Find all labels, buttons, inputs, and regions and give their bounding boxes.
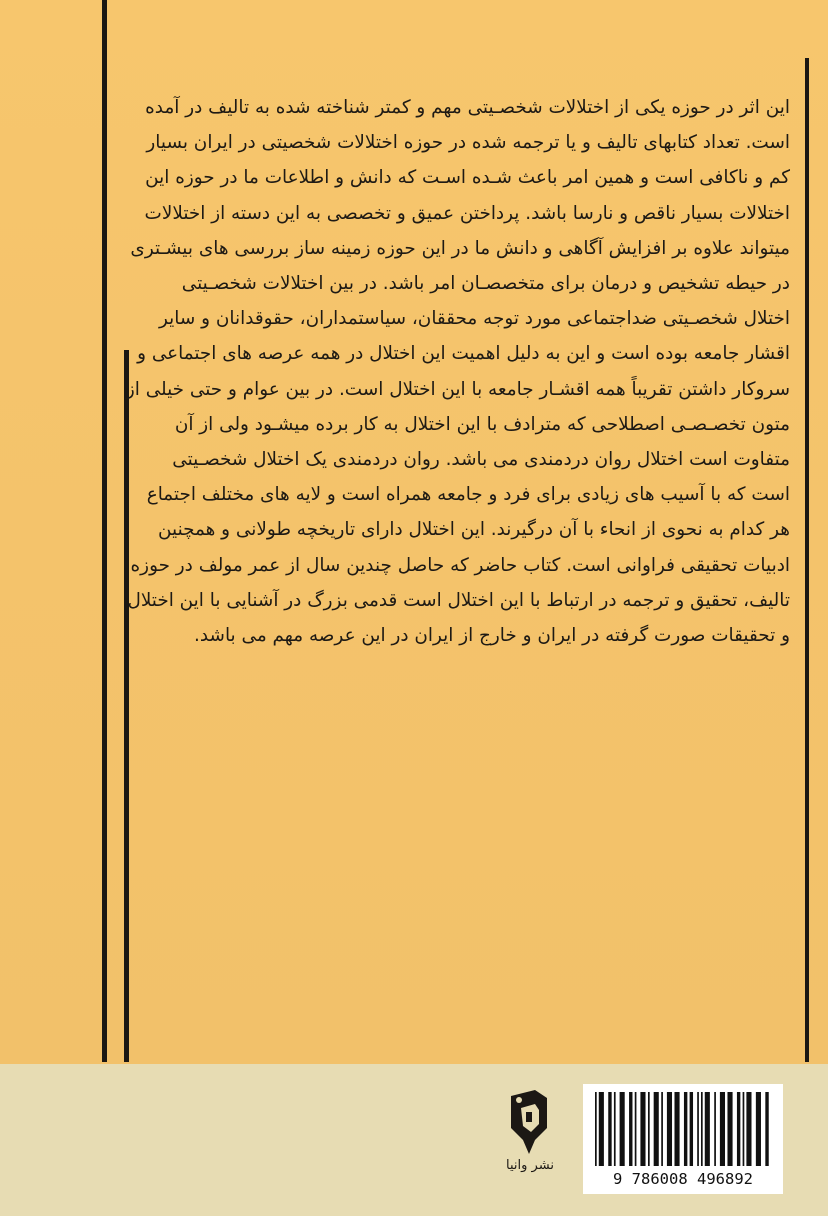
decorative-vertical-line-left-inner xyxy=(124,350,129,1062)
barcode-bar xyxy=(629,1092,632,1168)
book-description xyxy=(125,90,790,653)
description-line: تالیف، تحقیق و ترجمه در ارتباط با این اختلال است قدمی بزرگ در آشنایی با این اختلال xyxy=(127,589,790,611)
barcode-bar xyxy=(599,1092,604,1168)
description-line: سروکار داشتن تقریباً همه اقشـار جامعه با این اختلال است. در بین عوام و حتی خیلی از xyxy=(125,378,790,400)
barcode-bar xyxy=(667,1092,672,1168)
decorative-vertical-line-left xyxy=(102,0,107,1062)
description-line: میتواند علاوه بر افزایش آگاهی و دانش ما در این حوزه زمینه ساز بررسی های بیشـتری xyxy=(130,237,790,259)
description-line: هر کدام به نحوی از انحاء با آن درگیرند. این اختلال دارای تاریخچه طولانی و همچنین xyxy=(158,519,790,541)
barcode-bar xyxy=(614,1092,616,1168)
description-line: متفاوت است اختلال روان دردمندی می باشد. روان دردمندی یک اختلال شخصـیتی xyxy=(172,449,790,471)
barcode xyxy=(583,1084,783,1172)
barcode-bar xyxy=(635,1092,637,1168)
barcode-bar xyxy=(648,1092,650,1168)
description-line: اقشار جامعه بوده است و این به دلیل اهمیت این اختلال در همه عرصه های اجتماعی و xyxy=(137,343,790,365)
description-line: اختلالات بسیار ناقص و نارسا باشد. پرداختن عمیق و تخصصی به این دسته از اختلالات xyxy=(144,202,790,224)
description-line: این اثر در حوزه یکی از اختلالات شخصـیتی مهم و کمتر شناخته شده به تالیف در آمده xyxy=(145,97,790,118)
barcode-bar xyxy=(690,1092,693,1168)
barcode-bar xyxy=(701,1092,703,1168)
barcode-bar xyxy=(727,1092,732,1168)
barcode-bar xyxy=(640,1092,645,1168)
barcode-bar xyxy=(746,1092,751,1168)
isbn-number: 9 786008 496892 xyxy=(583,1166,783,1194)
description-line: در حیطه تشخیص و درمان برای متخصصـان امر باشد. در بین اختلالات شخصـیتی xyxy=(181,273,790,295)
description-line: است. تعداد کتابهای تالیف و یا ترجمه شده در حوزه اختلالات شخصیتی در ایران بسیار xyxy=(146,132,790,154)
barcode-bar xyxy=(743,1092,745,1168)
description-line: اختلال شخصـیتی ضداجتماعی مورد توجه محققان، سیاستمداران، حقوقدانان و سایر xyxy=(159,308,790,330)
description-line: و تحقیقات صورت گرفته در ایران و خارج از ایران در این عرصه مهم می باشد. xyxy=(194,625,790,647)
barcode-bar xyxy=(620,1092,625,1168)
publisher-name: نشر وانیا xyxy=(506,1158,554,1173)
barcode-bar xyxy=(661,1092,663,1168)
barcode-bar xyxy=(714,1092,716,1168)
barcode-bars xyxy=(595,1092,771,1168)
vania-publisher-logo-icon xyxy=(505,1088,553,1156)
barcode-bar xyxy=(654,1092,659,1168)
barcode-bar xyxy=(608,1092,611,1168)
barcode-bar xyxy=(720,1092,725,1168)
barcode-bar xyxy=(674,1092,679,1168)
barcode-bar xyxy=(697,1092,699,1168)
decorative-vertical-line-right xyxy=(805,58,809,1062)
description-line: ادبیات تحقیقی فراوانی است. کتاب حاضر که حاصل چندین سال از عمر مولف در حوزه xyxy=(130,554,790,576)
description-line: متون تخصـصـی اصطلاحی که مترادف با این اختلال به کار برده میشـود ولی از آن xyxy=(174,413,790,435)
barcode-bar xyxy=(737,1092,740,1168)
barcode-bar xyxy=(765,1092,768,1168)
barcode-bar xyxy=(684,1092,687,1168)
description-line: است که با آسیب های زیادی برای فرد و جامعه همراه است و لایه های مختلف اجتماع xyxy=(146,484,790,506)
barcode-bar xyxy=(595,1092,597,1168)
barcode-bar xyxy=(756,1092,761,1168)
barcode-bar xyxy=(705,1092,710,1168)
description-line: کم و ناکافی است و همین امر باعث شـده اسـت که دانش و اطلاعات ما در حوزه این xyxy=(145,167,790,189)
